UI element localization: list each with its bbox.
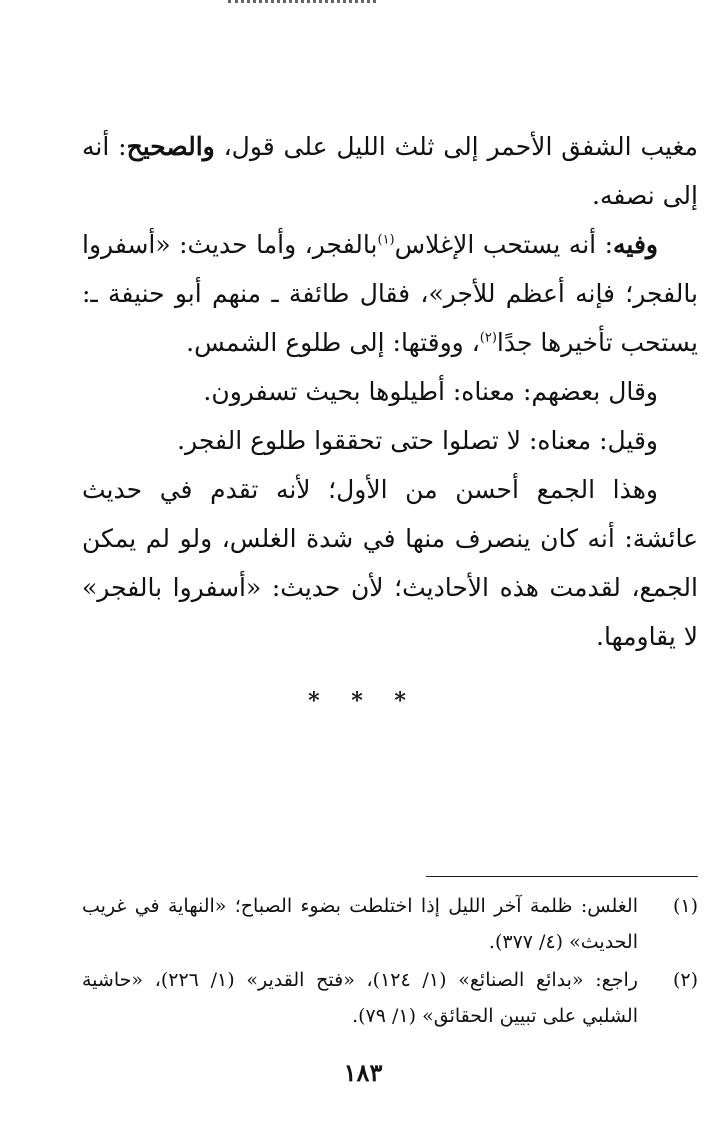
paragraph-3: وقال بعضهم: معناه: أطيلوها بحيث تسفرون.: [203, 377, 658, 406]
paragraph-2-text-a: : أنه يستحب الإغلاس: [394, 230, 614, 259]
paragraph-5: وهذا الجمع أحسن من الأول؛ لأنه تقدم في حديث عائشة: أنه كان ينصرف منها في شدة الغلس، ولو لم يمكن الجمع، لقدمت هذه الأحاديث؛ لأن حديث: «أسفروا بالفجر» لا يقاومها.: [82, 475, 698, 651]
paragraph-1: [82, 122, 698, 220]
paragraph-2-bold: وفيه: [613, 230, 658, 259]
paragraph-1-text-b: : أنه إلى نصفه.: [82, 132, 698, 210]
paragraph-2: [82, 220, 698, 367]
section-separator: * * *: [308, 688, 418, 714]
paragraph-2-text-b: بالفجر، وأما حديث: «أسفروا بالفجر؛ فإنه أعظم للأجر»، فقال طائفة ـ منهم أبو حنيفة ـ: يستحب تأخيرها جدًا: [82, 230, 698, 357]
footnote-divider: [426, 876, 698, 877]
footnote-ref-2[interactable]: (٢): [479, 330, 497, 346]
paragraph-1-bold: والصحيح: [126, 132, 215, 161]
footnote-1: [82, 888, 698, 960]
footnote-text: راجع: «بدائع الصنائع» (١/ ١٢٤)، «فتح القدير» (١/ ٢٢٦)، «حاشية الشلبي على تبيين الحقائق» (١/ ٧٩).: [82, 969, 638, 1027]
footnote-ref-1[interactable]: (١): [377, 232, 395, 248]
top-edge-mark: [228, 0, 376, 7]
paragraph-1-text-a: مغيب الشفق الأحمر إلى ثلث الليل على قول،: [214, 132, 698, 161]
main-text: [82, 122, 698, 661]
footnote-text: الغلس: ظلمة آخر الليل إذا اختلطت بضوء الصباح؛ «النهاية في غريب الحديث» (٤/ ٣٧٧).: [82, 895, 638, 953]
paragraph-4: وقيل: معناه: لا تصلوا حتى تحققوا طلوع الفجر.: [177, 426, 658, 455]
footnote-number: (٢): [672, 969, 698, 991]
footnotes: [82, 888, 698, 1036]
footnote-2: [82, 962, 698, 1034]
paragraph-2-text-c: ، ووقتها: إلى طلوع الشمس.: [186, 328, 480, 357]
footnote-number: (١): [672, 895, 698, 917]
page-number: ١٨٣: [343, 1058, 383, 1087]
